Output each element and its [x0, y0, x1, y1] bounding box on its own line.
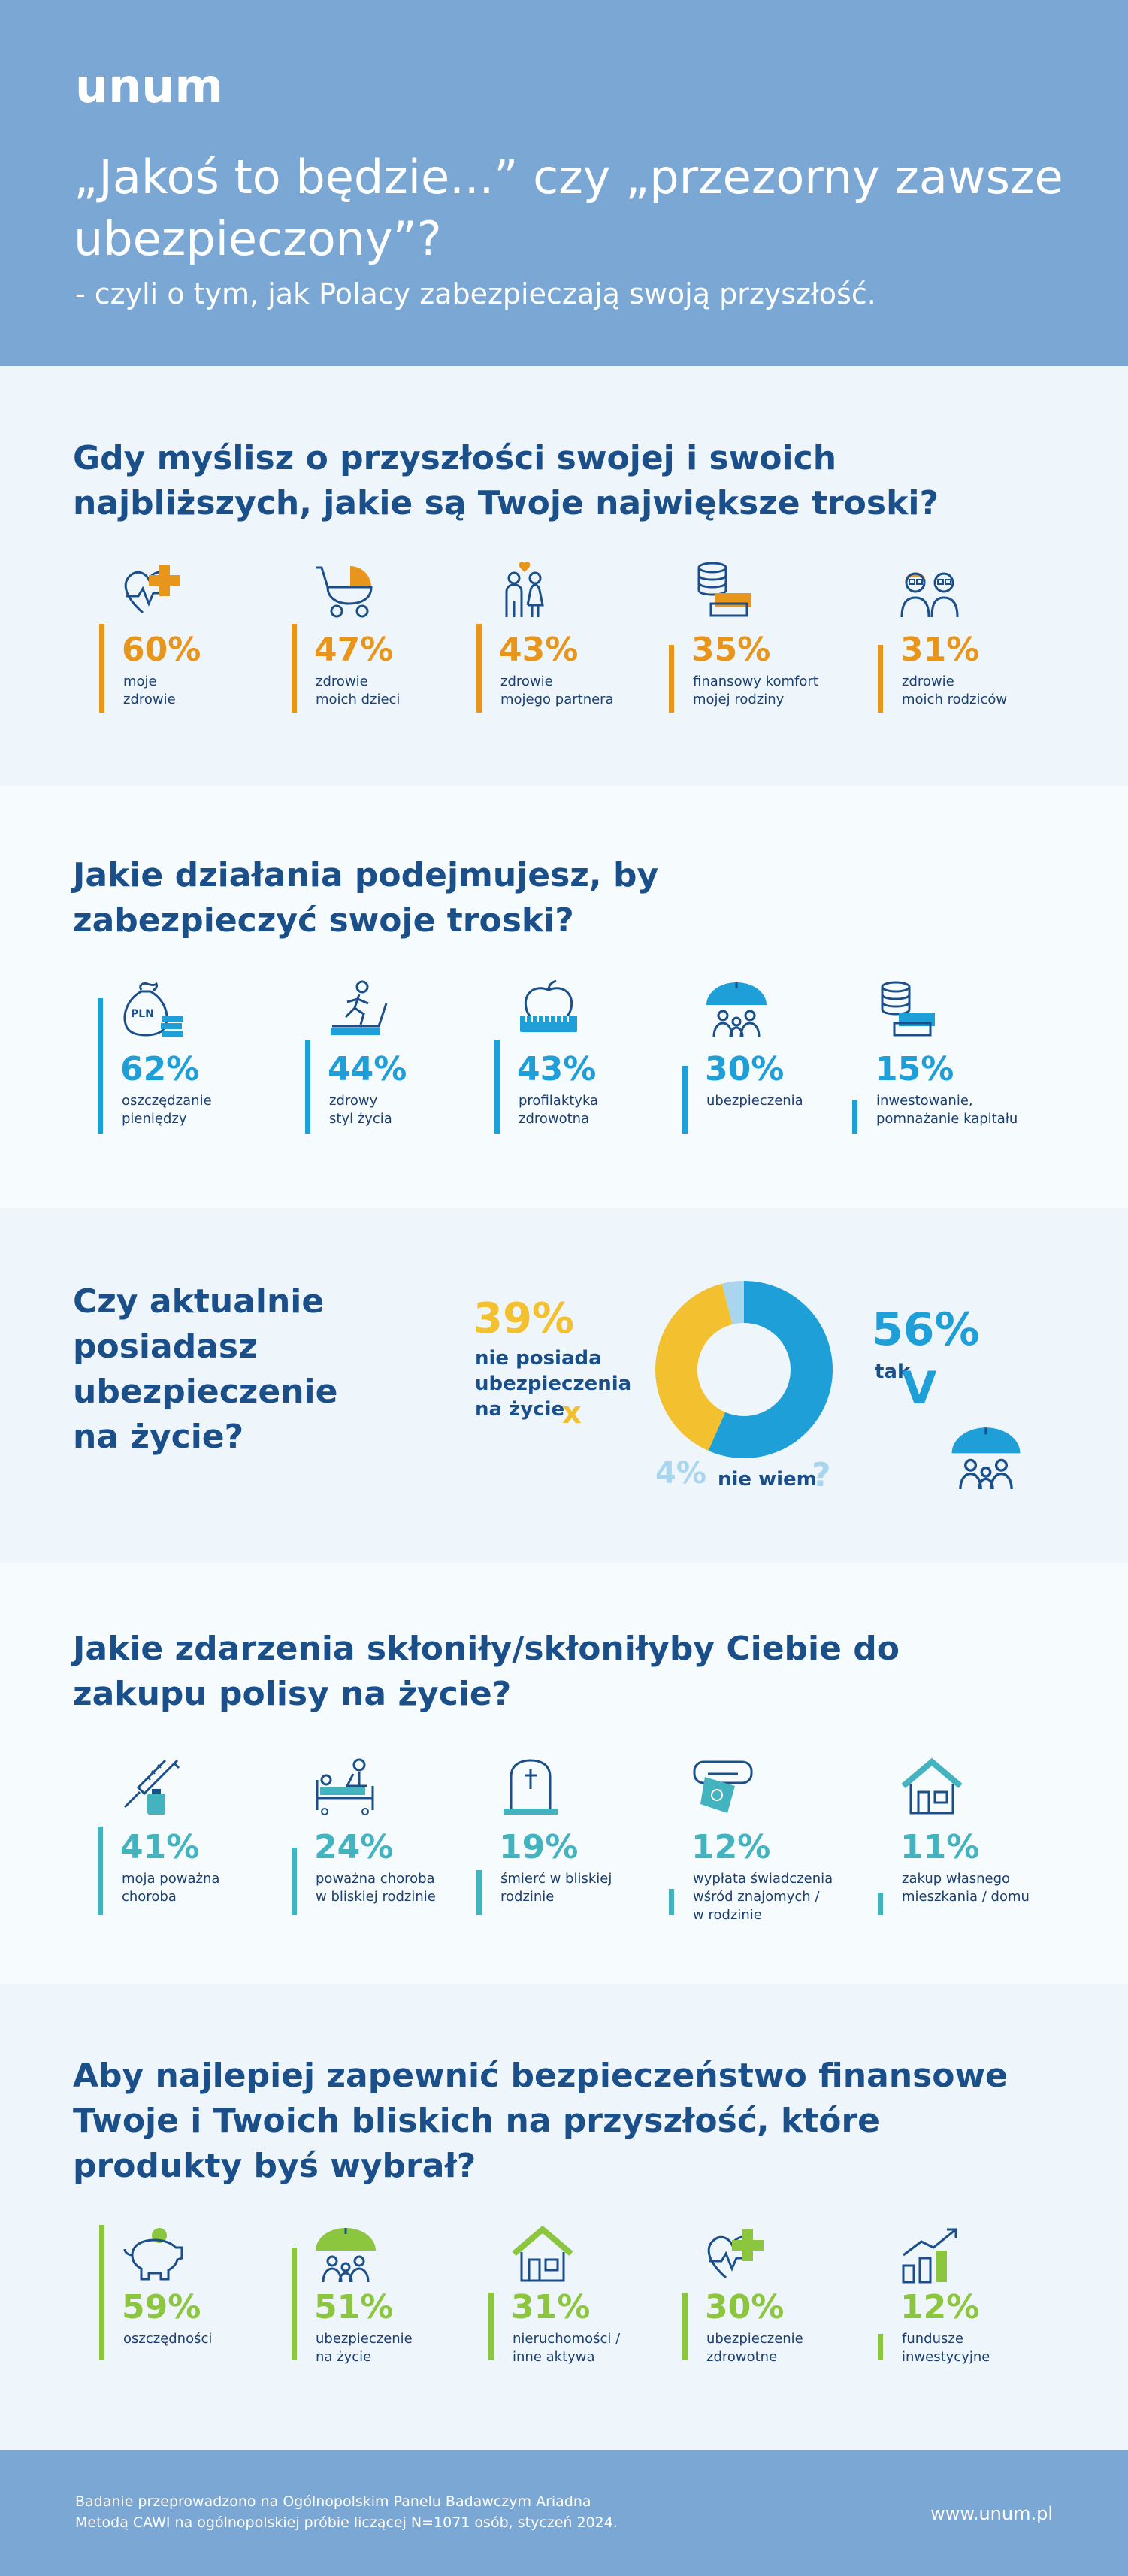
- stat-bar: [305, 1040, 310, 1134]
- yes-label: tak: [875, 1361, 911, 1383]
- piggy-bank-icon: [120, 2225, 186, 2284]
- stat-label: nieruchomości / inne aktywa: [513, 2331, 621, 2365]
- stat-label: oszczędzanie pieniędzy: [122, 1093, 212, 1127]
- stat-label: zdrowy styl życia: [329, 1093, 392, 1127]
- question-icon: ?: [812, 1456, 831, 1494]
- stat-bar: [99, 2225, 104, 2360]
- stat-item: [476, 1757, 649, 1915]
- stat-bar: [852, 1100, 857, 1134]
- coins-icon: [873, 979, 939, 1038]
- stat-item: [292, 560, 464, 713]
- stat-label: zdrowie moich dzieci: [316, 674, 401, 707]
- stat-bar: [488, 2293, 494, 2360]
- stat-item: [476, 560, 649, 713]
- stat-label: zdrowie moich rodziców: [902, 674, 1008, 707]
- stat-bar: [878, 2334, 883, 2360]
- stat-percent: 30%: [705, 2288, 785, 2326]
- stat-bar: [292, 1848, 297, 1915]
- stat-bar: [494, 1040, 500, 1134]
- stat-label: śmierć w bliskiej rodzinie: [500, 1871, 612, 1905]
- umbrella-family-icon: [948, 1420, 1024, 1495]
- footer-url-link[interactable]: www.unum.pl: [930, 2503, 1053, 2524]
- umbrella-family-icon: [703, 979, 770, 1038]
- stat-item: [305, 979, 478, 1134]
- stat-item: [878, 1757, 1051, 1915]
- stat-bar: [682, 1066, 688, 1134]
- money-bag-icon: [119, 979, 185, 1038]
- section-title: Jakie zdarzenia skłoniły/skłoniłyby Ciebie do zakupu polisy na życie?: [73, 1630, 900, 1713]
- apple-scale-icon: [516, 979, 582, 1038]
- growth-chart-icon: [899, 2225, 965, 2284]
- svg-text:PLN: PLN: [131, 1008, 154, 1020]
- stat-item: [292, 1757, 464, 1915]
- check-icon: V: [902, 1362, 937, 1415]
- stat-label: zdrowie mojego partnera: [500, 674, 614, 707]
- stat-percent: 30%: [705, 1050, 785, 1088]
- stat-percent: 12%: [691, 1828, 771, 1866]
- stat-percent: 35%: [691, 631, 771, 669]
- section-title: Aby najlepiej zapewnić bezpieczeństwo finansowe Twoje i Twoich bliskich na przyszłość, które produkty byś wybrał?: [73, 2057, 1008, 2185]
- stat-label: ubezpieczenie zdrowotne: [706, 2331, 803, 2365]
- stat-bar: [669, 1889, 674, 1915]
- dont-know-label: nie wiem: [718, 1468, 817, 1491]
- stat-label: fundusze inwestycyjne: [902, 2331, 990, 2365]
- stat-bar: [682, 2293, 688, 2360]
- section-life-insurance: [0, 1208, 1128, 1563]
- stat-percent: 60%: [122, 631, 201, 669]
- stat-percent: 59%: [122, 2288, 201, 2326]
- stat-item: [99, 2225, 272, 2360]
- cash-payout-icon: [690, 1757, 756, 1816]
- stat-bar: [98, 998, 103, 1134]
- stat-item: [292, 2225, 464, 2365]
- stat-item: [494, 979, 667, 1134]
- stat-label: inwestowanie, pomnażanie kapitału: [876, 1093, 1018, 1127]
- stat-percent: 43%: [499, 631, 579, 669]
- footer: [0, 2450, 1128, 2576]
- section-title: Jakie działania podejmujesz, by zabezpieczyć swoje troski?: [73, 856, 659, 940]
- stat-item: [682, 2225, 855, 2365]
- no-percent: 39%: [473, 1294, 575, 1343]
- section-concerns: [0, 366, 1128, 786]
- stat-label: profilaktyka zdrowotna: [519, 1093, 599, 1127]
- umbrella-family-icon: [313, 2225, 379, 2284]
- coins-icon: [690, 560, 756, 619]
- stat-percent: 41%: [120, 1828, 200, 1866]
- stat-label: ubezpieczenia: [706, 1093, 803, 1109]
- stat-percent: 12%: [900, 2288, 980, 2326]
- yes-percent: 56%: [872, 1303, 980, 1356]
- grandparents-icon: [899, 560, 965, 619]
- section-products: [0, 1984, 1128, 2450]
- stat-label: ubezpieczenie na życie: [316, 2331, 413, 2365]
- house-icon: [899, 1757, 965, 1816]
- stat-item: [488, 2225, 661, 2365]
- stat-percent: 51%: [314, 2288, 394, 2326]
- stat-bar: [878, 645, 883, 713]
- stat-label: moje zdrowie: [123, 674, 176, 707]
- x-icon: x: [562, 1396, 582, 1430]
- stat-percent: 19%: [499, 1828, 579, 1866]
- footer-note: Badanie przeprowadzono na Ogólnopolskim Panelu Badawczym Ariadna Metodą CAWI na ogólnopolskiej próbie liczącej N=1071 osób, styczeń 2024.: [75, 2493, 618, 2531]
- stat-item: [669, 1757, 842, 1923]
- page-title: „Jakoś to będzie...” czy „przezorny zawsze ubezpieczony”?: [74, 150, 1063, 266]
- stat-item: [98, 1757, 271, 1915]
- stat-item: [878, 560, 1051, 713]
- stat-percent: 43%: [517, 1050, 597, 1088]
- stat-percent: 31%: [511, 2288, 591, 2326]
- section-actions: [0, 786, 1128, 1208]
- section-title: Gdy myślisz o przyszłości swojej i swoich najbliższych, jakie są Twoje największe troski?: [73, 439, 939, 522]
- stat-label: zakup własnego mieszkania / domu: [902, 1871, 1030, 1905]
- stat-item: [669, 560, 842, 713]
- heart-cross-icon: [120, 560, 186, 619]
- gravestone-icon: [497, 1757, 564, 1816]
- donut-chart: [654, 1279, 834, 1460]
- stat-percent: 62%: [120, 1050, 200, 1088]
- stat-percent: 11%: [900, 1828, 980, 1866]
- syringe-icon: [119, 1757, 185, 1816]
- page-subtitle: - czyli o tym, jak Polacy zabezpieczają swoją przyszłość.: [75, 277, 876, 310]
- stat-bar: [99, 624, 104, 713]
- no-label: nie posiada ubezpieczenia na życie: [475, 1347, 632, 1421]
- dont-know-percent: 4%: [655, 1456, 706, 1491]
- stat-percent: 47%: [314, 631, 394, 669]
- stat-item: [852, 979, 1078, 1134]
- stat-bar: [878, 1893, 883, 1915]
- stat-item: [878, 2225, 1051, 2365]
- stat-percent: 31%: [900, 631, 980, 669]
- stat-bar: [292, 2248, 297, 2360]
- stat-label: wypłata świadczenia wśród znajomych / w rodzinie: [693, 1871, 833, 1923]
- stat-bar: [669, 645, 674, 713]
- svg-text:unum: unum: [75, 59, 224, 114]
- heart-cross-icon: [703, 2225, 770, 2284]
- stat-bar: [476, 1870, 482, 1915]
- stat-label: moja poważna choroba: [122, 1871, 220, 1905]
- stat-item: [98, 979, 271, 1134]
- section-title: Czy aktualnie posiadasz ubezpieczenie na życie?: [73, 1282, 338, 1456]
- treadmill-icon: [326, 979, 392, 1038]
- section-triggers: [0, 1563, 1128, 1984]
- stat-bar: [98, 1827, 103, 1915]
- stat-label: finansowy komfort mojej rodziny: [693, 674, 818, 707]
- stat-percent: 15%: [875, 1050, 954, 1088]
- stat-bar: [292, 624, 297, 713]
- stat-label: poważna choroba w bliskiej rodzinie: [316, 1871, 436, 1905]
- unum-logo: [75, 59, 224, 114]
- stat-label: oszczędności: [123, 2331, 213, 2347]
- stat-item: [682, 979, 855, 1134]
- stat-bar: [476, 624, 482, 713]
- hospital-bed-icon: [313, 1757, 379, 1816]
- house-icon: [510, 2225, 576, 2284]
- couple-icon: [497, 560, 564, 619]
- stroller-icon: [313, 560, 379, 619]
- stat-item: [99, 560, 272, 713]
- stat-percent: 24%: [314, 1828, 394, 1866]
- header: [0, 0, 1128, 366]
- stat-percent: 44%: [328, 1050, 407, 1088]
